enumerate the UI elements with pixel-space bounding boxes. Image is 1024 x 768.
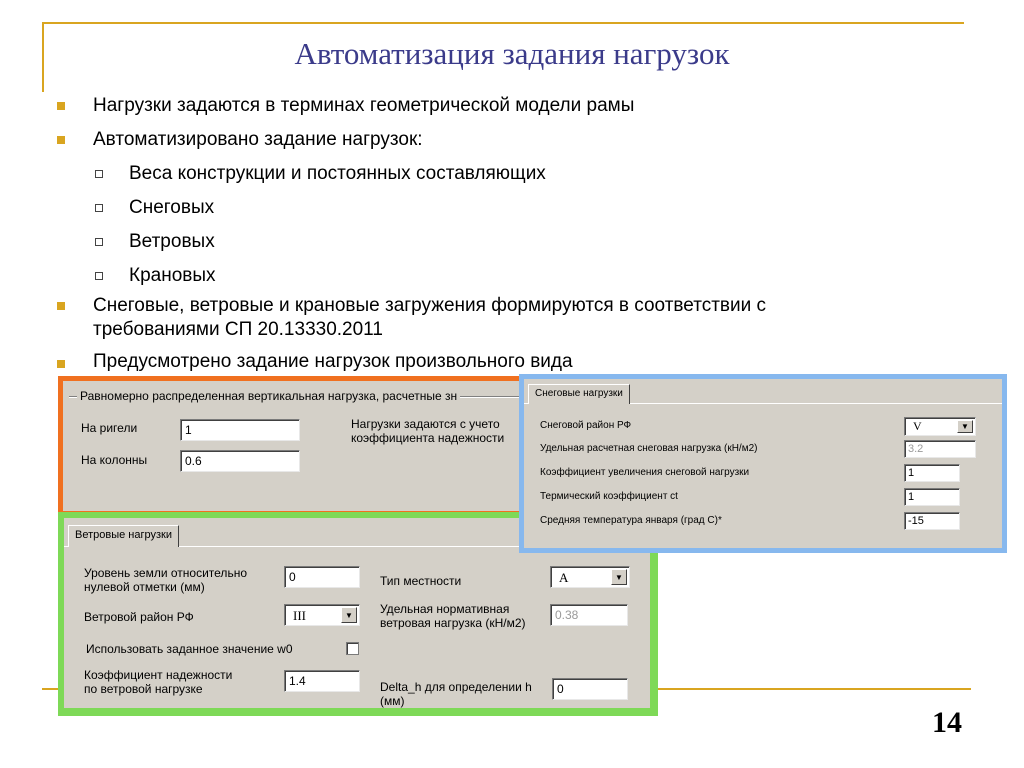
snow-load-panel (519, 374, 1007, 553)
jan-temp-label: Средняя температура января (град С)* (540, 515, 722, 526)
bullet-marker (57, 102, 65, 110)
sub-bullet-marker (95, 204, 103, 212)
terrain-select[interactable] (550, 566, 630, 588)
chevron-down-icon[interactable]: ▼ (611, 569, 627, 585)
jan-temp-input[interactable]: -15 (904, 512, 960, 530)
thermal-coef-label: Термический коэффициент ct (540, 491, 678, 502)
delta-h-input[interactable]: 0 (552, 678, 628, 700)
girders-label: На ригели (81, 421, 138, 435)
columns-input[interactable]: 0.6 (180, 450, 300, 472)
slide-title: Автоматизация задания нагрузок (294, 36, 730, 71)
snow-region-select-value: V (913, 419, 922, 433)
norm-load-input[interactable]: 0.38 (550, 604, 628, 626)
norm-load-label-1: Удельная нормативная (380, 602, 510, 616)
sub-bullet-marker (95, 170, 103, 178)
uniform-load-panel (58, 376, 528, 515)
bullet-marker (57, 136, 65, 144)
wind-region-label: Ветровой район РФ (84, 610, 194, 624)
snow-design-load-label: Удельная расчетная снеговая нагрузка (кН/м2) (540, 443, 758, 454)
snow-increase-coef-input[interactable]: 1 (904, 464, 960, 482)
columns-label: На колонны (81, 453, 148, 467)
sub-bullet-item: Веса конструкции и постоянных составляющих (129, 163, 546, 184)
uniform-group-title: Равномерно распределенная вертикальная нагрузка, расчетные зн (77, 389, 460, 403)
snow-design-load-input[interactable]: 3.2 (904, 440, 976, 458)
sub-bullet-item: Крановых (129, 265, 216, 286)
top-rule (42, 22, 964, 24)
bullet-marker (57, 302, 65, 310)
girders-input[interactable]: 1 (180, 419, 300, 441)
norm-load-label-2: ветровая нагрузка (кН/м2) (380, 616, 526, 630)
delta-h-label-1: Delta_h для определении h (380, 680, 532, 694)
bullet-item-continuation: требованиями СП 20.13330.2011 (93, 319, 383, 340)
sub-bullet-marker (95, 238, 103, 246)
reliability-input[interactable]: 1.4 (284, 670, 360, 692)
use-w0-label: Использовать заданное значение w0 (86, 642, 293, 656)
tab-snow-loads[interactable]: Снеговые нагрузки (528, 384, 630, 404)
chevron-down-icon[interactable]: ▼ (957, 420, 973, 433)
bullet-item: Снеговые, ветровые и крановые загружения формируются в соответствии с (93, 295, 766, 316)
snow-region-label: Снеговой район РФ (540, 420, 632, 431)
uniform-note-line2: коэффициента надежности (351, 431, 505, 445)
page-number: 14 (932, 706, 962, 739)
terrain-select-value: A (559, 570, 569, 585)
sub-bullet-item: Ветровых (129, 231, 215, 252)
ground-level-input[interactable]: 0 (284, 566, 360, 588)
thermal-coef-input[interactable]: 1 (904, 488, 960, 506)
chevron-down-icon[interactable]: ▼ (341, 607, 357, 623)
terrain-label: Тип местности (380, 574, 462, 588)
use-w0-checkbox[interactable] (346, 642, 359, 655)
bullet-item: Предусмотрено задание нагрузок произвольного вида (93, 351, 573, 372)
sub-bullet-marker (95, 272, 103, 280)
wind-region-select-value: III (293, 608, 306, 623)
ground-level-label-1: Уровень земли относительно (84, 566, 247, 580)
ground-level-label-2: нулевой отметки (мм) (84, 580, 205, 594)
bullet-item: Нагрузки задаются в терминах геометрической модели рамы (93, 95, 635, 116)
tab-wind-loads[interactable]: Ветровые нагрузки (68, 525, 179, 547)
snow-region-select[interactable] (904, 417, 976, 436)
bullet-item: Автоматизировано задание нагрузок: (93, 129, 423, 150)
uniform-note-line1: Нагрузки задаются с учето (351, 417, 500, 431)
wind-region-select[interactable] (284, 604, 360, 626)
reliability-label-2: по ветровой нагрузке (84, 682, 203, 696)
bottom-rule-right (655, 688, 971, 690)
bullet-marker (57, 360, 65, 368)
delta-h-label-2: (мм) (380, 694, 405, 708)
snow-increase-coef-label: Коэффициент увеличения снеговой нагрузки (540, 467, 750, 478)
sub-bullet-item: Снеговых (129, 197, 215, 218)
reliability-label-1: Коэффициент надежности (84, 668, 233, 682)
